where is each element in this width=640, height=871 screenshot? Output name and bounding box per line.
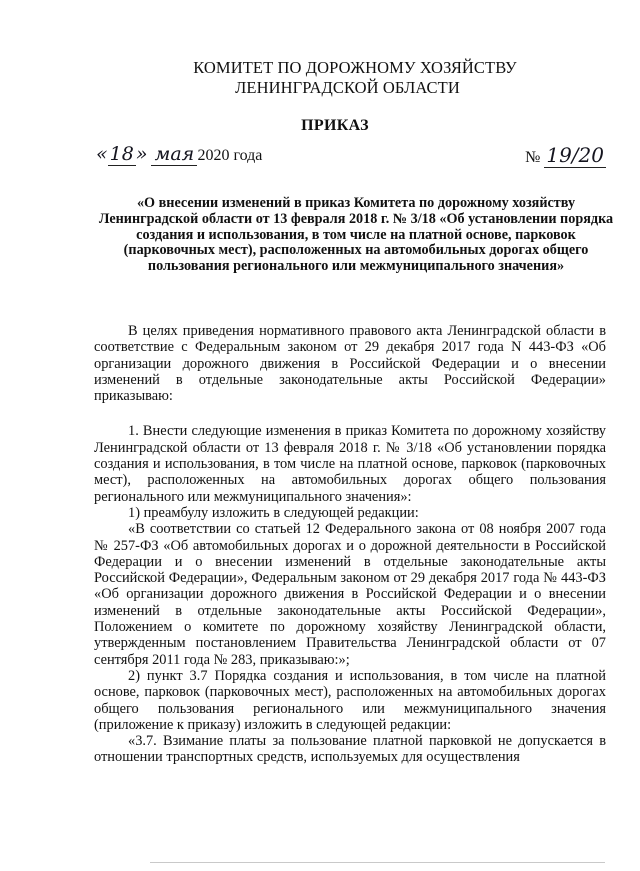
- document-number: [525, 143, 606, 168]
- date-month-handwritten: мая: [151, 143, 197, 166]
- page-bottom-edge: [150, 862, 605, 863]
- organization-header: [0, 58, 640, 98]
- paragraph-quoted-3-7: «3.7. Взимание платы за пользование платной парковкой не допускается в отношении транспортных средств, используемых для осуществления: [94, 733, 606, 766]
- date-number-row: [96, 143, 606, 173]
- date-day-handwritten: 18: [109, 143, 134, 165]
- document-body: [94, 323, 606, 766]
- date-year: 2020 года: [197, 147, 263, 164]
- org-name-line1: КОМИТЕТ ПО ДОРОЖНОМУ ХОЗЯЙСТВУ: [193, 58, 517, 77]
- number-value-handwritten: 19/20: [546, 143, 604, 167]
- paragraph-item-1: 1. Внести следующие изменения в приказ Комитета по дорожному хозяйству Ленинградской области от 13 февраля 2018 г. № 3/18 «Об установлении порядка создания и использования, в том числе на платной основе, парковок (парковочных мест), расположенных на автомобильных дорогах общего пользования регионального или межмуниципального значения»:: [94, 423, 606, 505]
- date-quote-close: »: [135, 143, 148, 165]
- date-quote-open: «: [96, 143, 108, 165]
- document-subject: «О внесении изменений в приказ Комитета по дорожному хозяйству Ленинградской области от 13 февраля 2018 г. № 3/18 «Об установлении порядка создания и использования, в том числе на платной основе, парковок (парковочных мест), расположенных на автомобильных дорогах общего пользования регионального или межмуниципального значения»: [98, 195, 614, 275]
- document-type-title: ПРИКАЗ: [301, 117, 369, 134]
- document-date: [96, 143, 262, 166]
- paragraph-subitem-1: 1) преамбулу изложить в следующей редакции:: [128, 504, 419, 521]
- paragraph-preamble: В целях приведения нормативного правового акта Ленинградской области в соответствие с Федеральным законом от 29 декабря 2017 года N 443-ФЗ «Об организации дорожного движения в Российской Федерации и о внесении изменений в отдельные законодательные акты Российской Федерации» приказываю:: [94, 323, 606, 405]
- number-label: №: [525, 149, 541, 166]
- paragraph-quoted-preamble: «В соответствии со статьей 12 Федерального закона от 08 ноября 2007 года № 257-ФЗ «Об автомобильных дорогах и о дорожной деятельности в Российской Федерации и о внесении изменений в отдельные законодательные акты Российской Федерации», Федеральным законом от 29 декабря 2017 года № 443-ФЗ «Об организации дорожного движения в Российской Федерации и о внесении изменений в отдельные законодательные акты Российской Федерации», Положением о комитете по дорожному хозяйству Ленинградской области, утвержденным постановлением Правительства Ленинградской области от 07 сентября 2011 года № 283, приказываю:»;: [94, 521, 606, 668]
- paragraph-subitem-2: 2) пункт 3.7 Порядка создания и использования, в том числе на платной основе, парковок (парковочных мест), расположенных на автомобильных дорогах общего пользования регионального или межмуниципального значения (приложение к приказу) изложить в следующей редакции:: [94, 667, 606, 733]
- org-name-line2: ЛЕНИНГРАДСКОЙ ОБЛАСТИ: [235, 78, 460, 97]
